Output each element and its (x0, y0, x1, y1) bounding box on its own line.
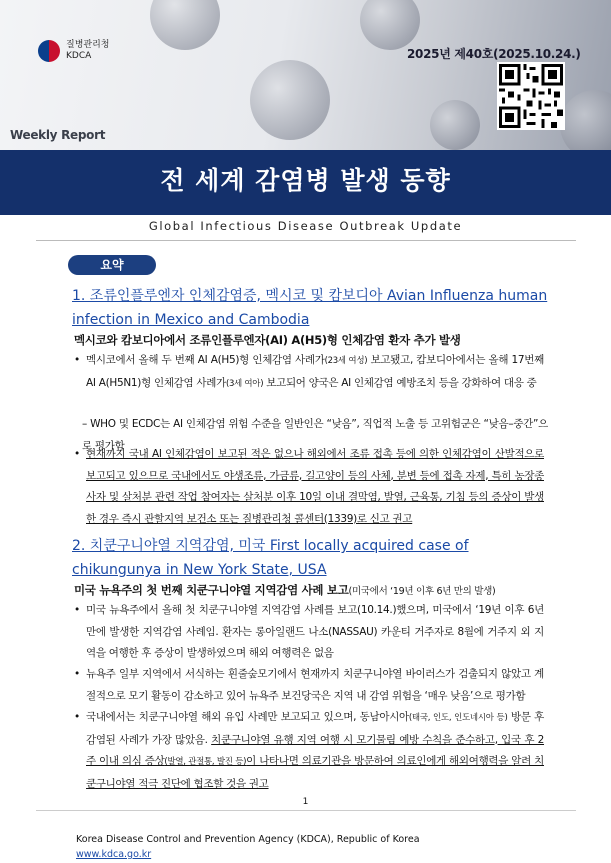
org-name-en: KDCA (66, 51, 92, 61)
section-2-title: 2. 치쿤구니야열 지역감염, 미국 First locally acquired case of chikungunya in New York State, USA (72, 538, 469, 578)
report-header (0, 0, 611, 150)
list-item: • 현재까지 국내 AI 인체감염이 보고된 적은 없으나 해외에서 조류 접촉 등에 의한 인체감염이 산발적으로 보고되고 있으므로 국내에서도 야생조류, 가금류, 길고양이 등의 사체, 분변 등에 접촉 자제, 특히 농장종사자 및 살처분 관련 작업 참여자는 살처분 이후 10일 이내 결막염, 발열, 근육통, 기침 등의 증상이 발생한 경우 즉시 관할지역 보건소 또는 질병관리청 콜센터(1339)로 신고 권고 (74, 444, 544, 530)
agency-name: Korea Disease Control and Prevention Agency (KDCA), Republic of Korea (76, 834, 420, 845)
summary-badge: 요약 (68, 255, 156, 275)
page-number: 1 (302, 797, 309, 807)
divider (36, 810, 576, 811)
virus-illustration (430, 100, 480, 150)
bullet-icon: • (74, 711, 80, 723)
list-item: • 미국 뉴욕주에서 올해 첫 치쿤구니야열 지역감염 사례를 보고(10.14.)했으며, 미국에서 ‘19년 이후 6년 만에 발생한 지역감염 사례임. 환자는 롱아일랜드 나소(NASSAU) 카운티 거주자로 8월에 거주지 외 지역을 여행한 후 증상이 발생하였으며 해외 여행력은 없음 (74, 600, 544, 665)
website-link[interactable]: www.kdca.go.kr (76, 849, 152, 860)
bullet-icon: • (74, 604, 80, 616)
bullet-icon: • (74, 448, 80, 460)
virus-illustration (150, 0, 220, 50)
section-1-subtitle: 멕시코와 캄보디아에서 조류인플루엔자(AI) A(H5)형 인체감염 환자 추가 발생 (74, 333, 461, 347)
virus-illustration (360, 0, 420, 50)
virus-illustration (250, 60, 330, 140)
issue-number: 2025년 제40호(2025.10.24.) (407, 47, 581, 61)
section-2-subtitle: 미국 뉴욕주의 첫 번째 치쿤구니야열 지역감염 사례 보고(미국에서 ‘19년 이후 6년 만의 발생) (74, 583, 496, 597)
org-name-ko: 질병관리청 (66, 40, 110, 50)
page-title: 전 세계 감염병 발생 동향 (160, 166, 451, 195)
qr-code-icon[interactable] (497, 62, 565, 130)
kdca-logo (38, 40, 109, 62)
series-label: Weekly Report (10, 128, 106, 142)
list-item: • 뉴욕주 일부 지역에서 서식하는 흰줄숲모기에서 현재까지 치쿤구니야열 바이러스가 검출되지 않았고 계절적으로 모기 활동이 감소하고 있어 뉴욕주 보건당국은 지역 내 감염 위험을 ‘매우 낮음’으로 평가함 (74, 664, 544, 707)
list-item: • 국내에서는 치쿤구니야열 해외 유입 사례만 보고되고 있으며, 동남아시아(태국, 인도, 인도네시아 등) 방문 후 감염된 사례가 가장 많았음. 치쿤구니야열 유행 지역 여행 시 모기물림 예방 수칙을 준수하고, 입국 후 2주 이내 의심 증상(발열, 관절통, 발진 등)이 나타나면 의료기관을 방문하여 의료인에게 해외여행력을 알려 치쿤구니야열 적극 진단에 협조할 것을 권고 (74, 707, 544, 795)
section-1-title: 1. 조류인플루엔자 인체감염증, 멕시코 및 캄보디아 Avian Influenza human infection in Mexico and Cambodia (72, 288, 548, 328)
page-subtitle: Global Infectious Disease Outbreak Update (148, 219, 463, 233)
divider (36, 240, 576, 241)
list-item: – WHO 및 ECDC는 AI 인체감염 위험 수준을 일반인은 “낮음”, 직업적 노출 등 고위험군은 “낮음–중간”으로 평가함 (82, 418, 548, 452)
bullet-icon: • (74, 668, 80, 680)
kdca-emblem-icon (38, 40, 60, 62)
virus-illustration (560, 90, 611, 150)
bullet-icon: • (74, 354, 80, 366)
list-item: • 멕시코에서 올해 두 번째 AI A(H5)형 인체감염 사례가(23세 여성) 보고됐고, 캄보디아에서는 올해 17번째 AI A(H5N1)형 인체감염 사례가(3세 여아) 보고되어 양국은 AI 인체감염 예방조치 등을 강화하여 대응 중 (74, 350, 544, 395)
